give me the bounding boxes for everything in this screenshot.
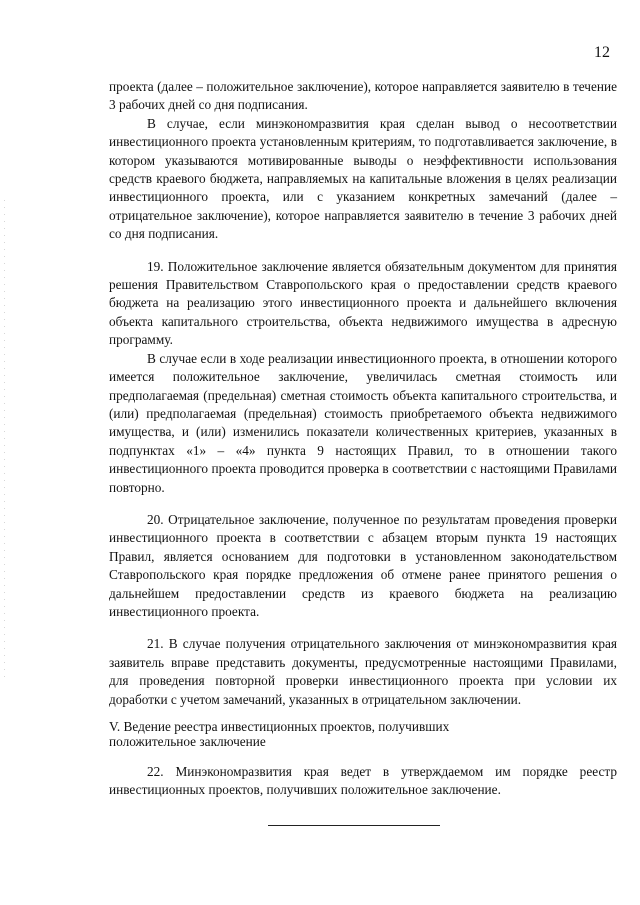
paragraph-22: 22. Минэкономразвития края ведет в утверждаемом им порядке реестр инвестиционных проектов, получивших положительное заключение. — [109, 764, 617, 798]
section-heading-line-1: V. Ведение реестра инвестиционных проектов, получивших — [109, 719, 450, 734]
paragraph-21: 21. В случае получения отрицательного заключения от минэкономразвития края заявитель вправе представить документы, предусмотренные настоящими Правилами, для проведения повторной проверки инвестиционного проекта при условии их доработки с учетом замечаний, указанных в отрицательном заключении. — [109, 636, 617, 707]
paragraph-gap — [109, 749, 617, 763]
document-body — [109, 78, 617, 800]
paragraph-19: 19. Положительное заключение является обязательным документом для принятия решения Правительством Ставропольского края о предоставлении средств краевого бюджета на реализацию этого инвестиционного проекта и дальнейшего включения объекта капитального строительства, объекта недвижимого имущества в адресную программу. — [109, 258, 617, 348]
paragraph-19-second: В случае если в ходе реализации инвестиционного проекта, в отношении которого имеется положительное заключение, увеличилась сметная стоимость или предполагаемая (предельная) сметная стоимость объекта капитального строительства, и (или) предполагаемая (предельная) стоимость приобретаемого объекта недвижимого имущества, и (или) изменились показатели количественных критериев, указанных в подпунктах «1» – «4» пункта 9 настоящих Правил, то в отношении такого инвестиционного проекта проводится проверка в соответствии с настоящими Правилами повторно. — [109, 350, 617, 495]
paragraph-gap — [109, 621, 617, 635]
paragraph-gap — [109, 244, 617, 258]
paragraph-gap — [109, 497, 617, 511]
paragraph-gap — [109, 709, 617, 719]
paragraph-2: В случае, если минэкономразвития края сделан вывод о несоответствии инвестиционного проекта установленным критериям, то подготавливается заключение, в котором указываются мотивированные выводы о неэффективности использования средств краевого бюджета, направляемых на капитальные вложения в целях реализации инвестиционного проекта, или с указанием конкретных замечаний (далее – отрицательное заключение), которое направляется заявителю в течение 3 рабочих дней со дня подписания. — [109, 115, 617, 242]
scan-margin-marks — [4, 200, 5, 680]
section-heading-line-2: положительное заключение — [109, 734, 266, 749]
closing-rule — [268, 825, 440, 826]
paragraph-1: проекта (далее – положительное заключение), которое направляется заявителю в течение 3 рабочих дней со дня подписания. — [109, 79, 617, 113]
page-number: 12 — [594, 44, 610, 61]
paragraph-20: 20. Отрицательное заключение, полученное по результатам проведения проверки инвестиционного проекта в соответствии с абзацем вторым пункта 19 настоящих Правил, является основанием для подготовки в установленном законодательством Ставропольского края порядке предложения об отмене ранее принятого решения о дальнейшем предоставлении средств из краевого бюджета на реализацию инвестиционного проекта. — [109, 511, 617, 619]
